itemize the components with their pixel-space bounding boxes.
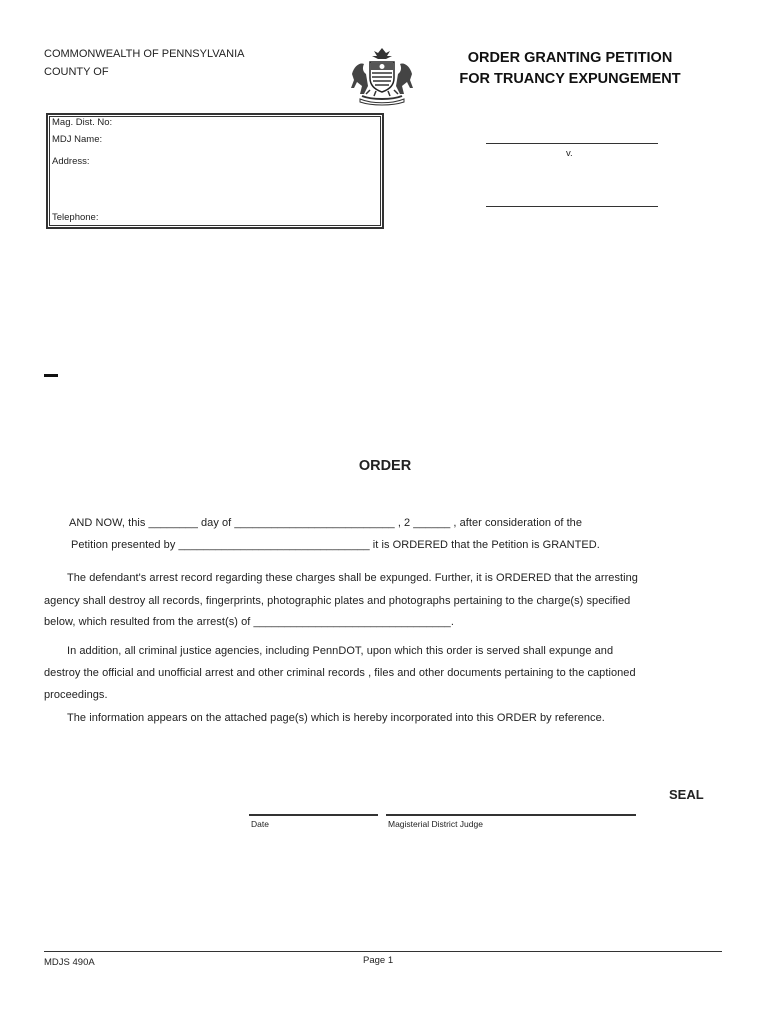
mag-dist-label: Mag. Dist. No: [52, 117, 113, 128]
form-title-line1: ORDER GRANTING PETITION [467, 50, 673, 66]
order-p2-line2: agency shall destroy all records, fingerprints, photographic plates and photographs pertaining to the charge(s) specified [44, 595, 631, 607]
order-p1-line2: Petition presented by _______________________________ it is ORDERED that the Petition is GRANTED. [71, 539, 600, 551]
dash-mark [44, 374, 58, 377]
order-p2-line3: below, which resulted from the arrest(s) of ________________________________. [44, 616, 454, 628]
judge-signature-line [386, 814, 636, 816]
address-label: Address: [52, 156, 90, 167]
form-title [430, 48, 710, 90]
order-heading: ORDER [358, 458, 412, 474]
order-p2-line1: The defendant's arrest record regarding these charges shall be expunged. Further, it is ORDERED that the arresting [67, 572, 638, 584]
date-signature-line [249, 814, 378, 816]
defendant-line [486, 206, 658, 207]
page-number: Page 1 [363, 955, 394, 966]
state-name: COMMONWEALTH OF PENNSYLVANIA [44, 48, 245, 60]
order-p4: The information appears on the attached page(s) which is hereby incorporated into this ORDER by reference. [67, 712, 605, 724]
order-p1-line1: AND NOW, this ________ day of __________________________ , 2 ______ , after consideration of the [69, 517, 583, 529]
order-p3-line3: proceedings. [44, 689, 108, 701]
versus-label: v. [566, 148, 573, 159]
date-label: Date [251, 819, 269, 829]
plaintiff-line [486, 143, 658, 144]
pennsylvania-seal-icon [348, 44, 416, 106]
mdj-name-label: MDJ Name: [52, 134, 103, 145]
telephone-label: Telephone: [52, 212, 99, 223]
order-p3-line1: In addition, all criminal justice agencies, including PennDOT, upon which this order is served shall expunge and [67, 645, 614, 657]
footer-rule [44, 951, 722, 952]
form-title-line2: FOR TRUANCY EXPUNGEMENT [459, 71, 681, 87]
county-label: COUNTY OF [44, 66, 109, 78]
judge-label: Magisterial District Judge [388, 819, 483, 829]
order-p3-line2: destroy the official and unofficial arrest and other criminal records , files and other documents pertaining to the captioned [44, 667, 636, 679]
form-number: MDJS 490A [44, 957, 95, 968]
seal-label: SEAL [669, 787, 704, 802]
court-info-box [46, 113, 384, 229]
